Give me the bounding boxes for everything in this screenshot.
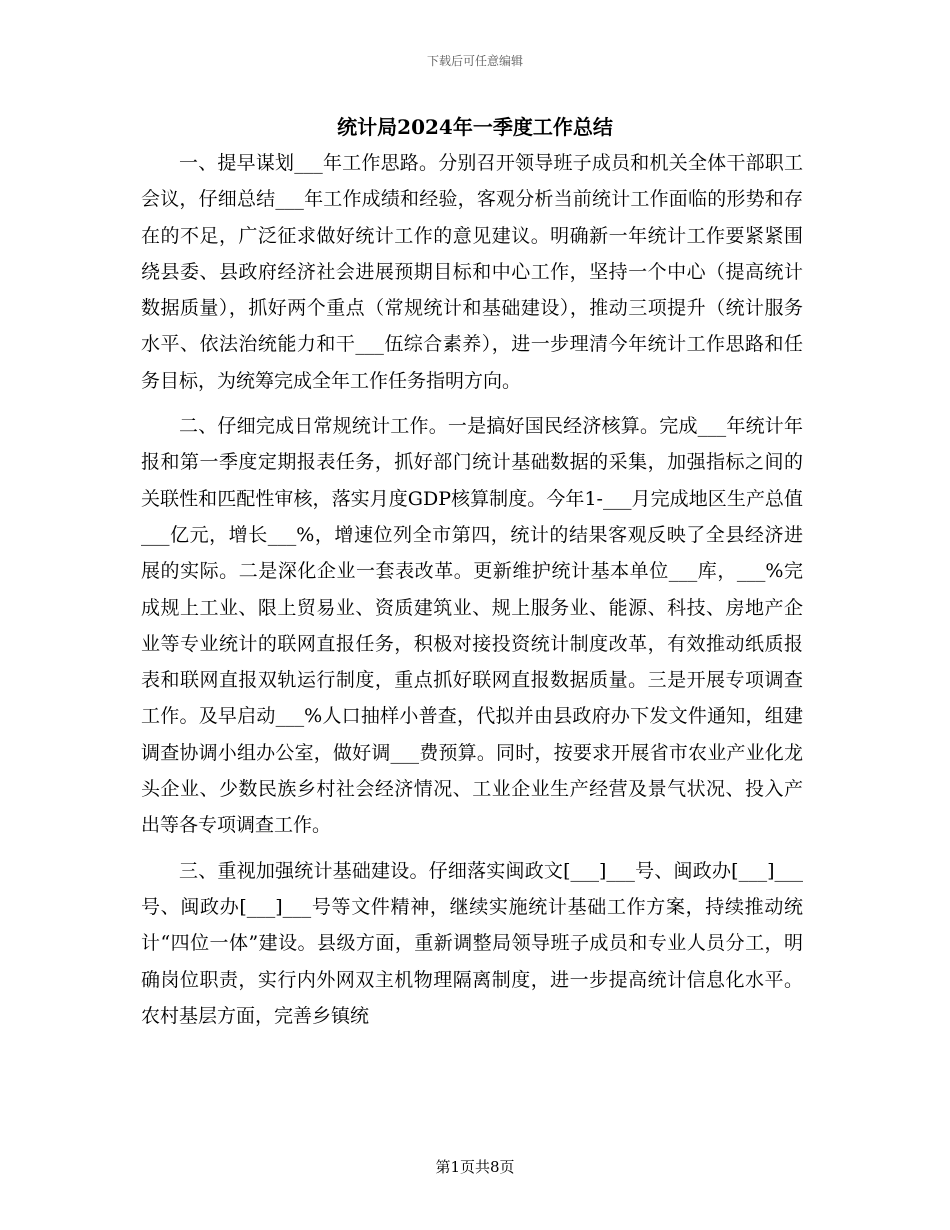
document-title: 统计局2024年一季度工作总结: [337, 115, 613, 139]
paragraph-1: 一、提早谋划___年工作思路。分别召开领导班子成员和机关全体干部职工会议，仔细总结___年工作成绩和经验，客观分析当前统计工作面临的形势和存在的不足，广泛征求做好统计工作的意见建议。明确新一年统计工作要紧紧围绕县委、县政府经济社会进展预期目标和中心工作，坚持一个中心（提高统计数据质量），抓好两个重点（常规统计和基础建设），推动三项提升（统计服务水平、依法治统能力和干___伍综合素养），进一步理清今年统计工作思路和任务目标，为统筹完成全年工作任务指明方向。: [141, 152, 803, 392]
paragraph-2: 二、仔细完成日常规统计工作。一是搞好国民经济核算。完成___年统计年报和第一季度定期报表任务，抓好部门统计基础数据的采集，加强指标之间的关联性和匹配性审核，落实月度GDP核算制度。今年1-___月完成地区生产总值___亿元，增长___%，增速位列全市第四，统计的结果客观反映了全县经济进展的实际。二是深化企业一套表改革。更新维护统计基本单位___库，___%完成规上工业、限上贸易业、资质建筑业、规上服务业、能源、科技、房地产企业等专业统计的联网直报任务，积极对接投资统计制度改革，有效推动纸质报表和联网直报双轨运行制度，重点抓好联网直报数据质量。三是开展专项调查工作。及早启动___%人口抽样小普查，代拟并由县政府办下发文件通知，组建调查协调小组办公室，做好调___费预算。同时，按要求开展省市农业产业化龙头企业、少数民族乡村社会经济情况、工业企业生产经营及景气状况、投入产出等各专项调查工作。: [141, 415, 803, 837]
header-note: 下载后可任意编辑: [426, 54, 523, 68]
page-number: 第1页共8页: [435, 1158, 515, 1176]
paragraph-3: 三、重视加强统计基础建设。仔细落实闽政文[___]___号、闽政办[___]___号、闽政办[___]___号等文件精神，继续实施统计基础工作方案，持续推动统计“四位一体”建设。县级方面，重新调整局领导班子成员和专业人员分工，明确岗位职责，实行内外网双主机物理隔离制度，进一步提高统计信息化水平。农村基层方面，完善乡镇统: [141, 859, 803, 1027]
document-body: [141, 145, 803, 1043]
